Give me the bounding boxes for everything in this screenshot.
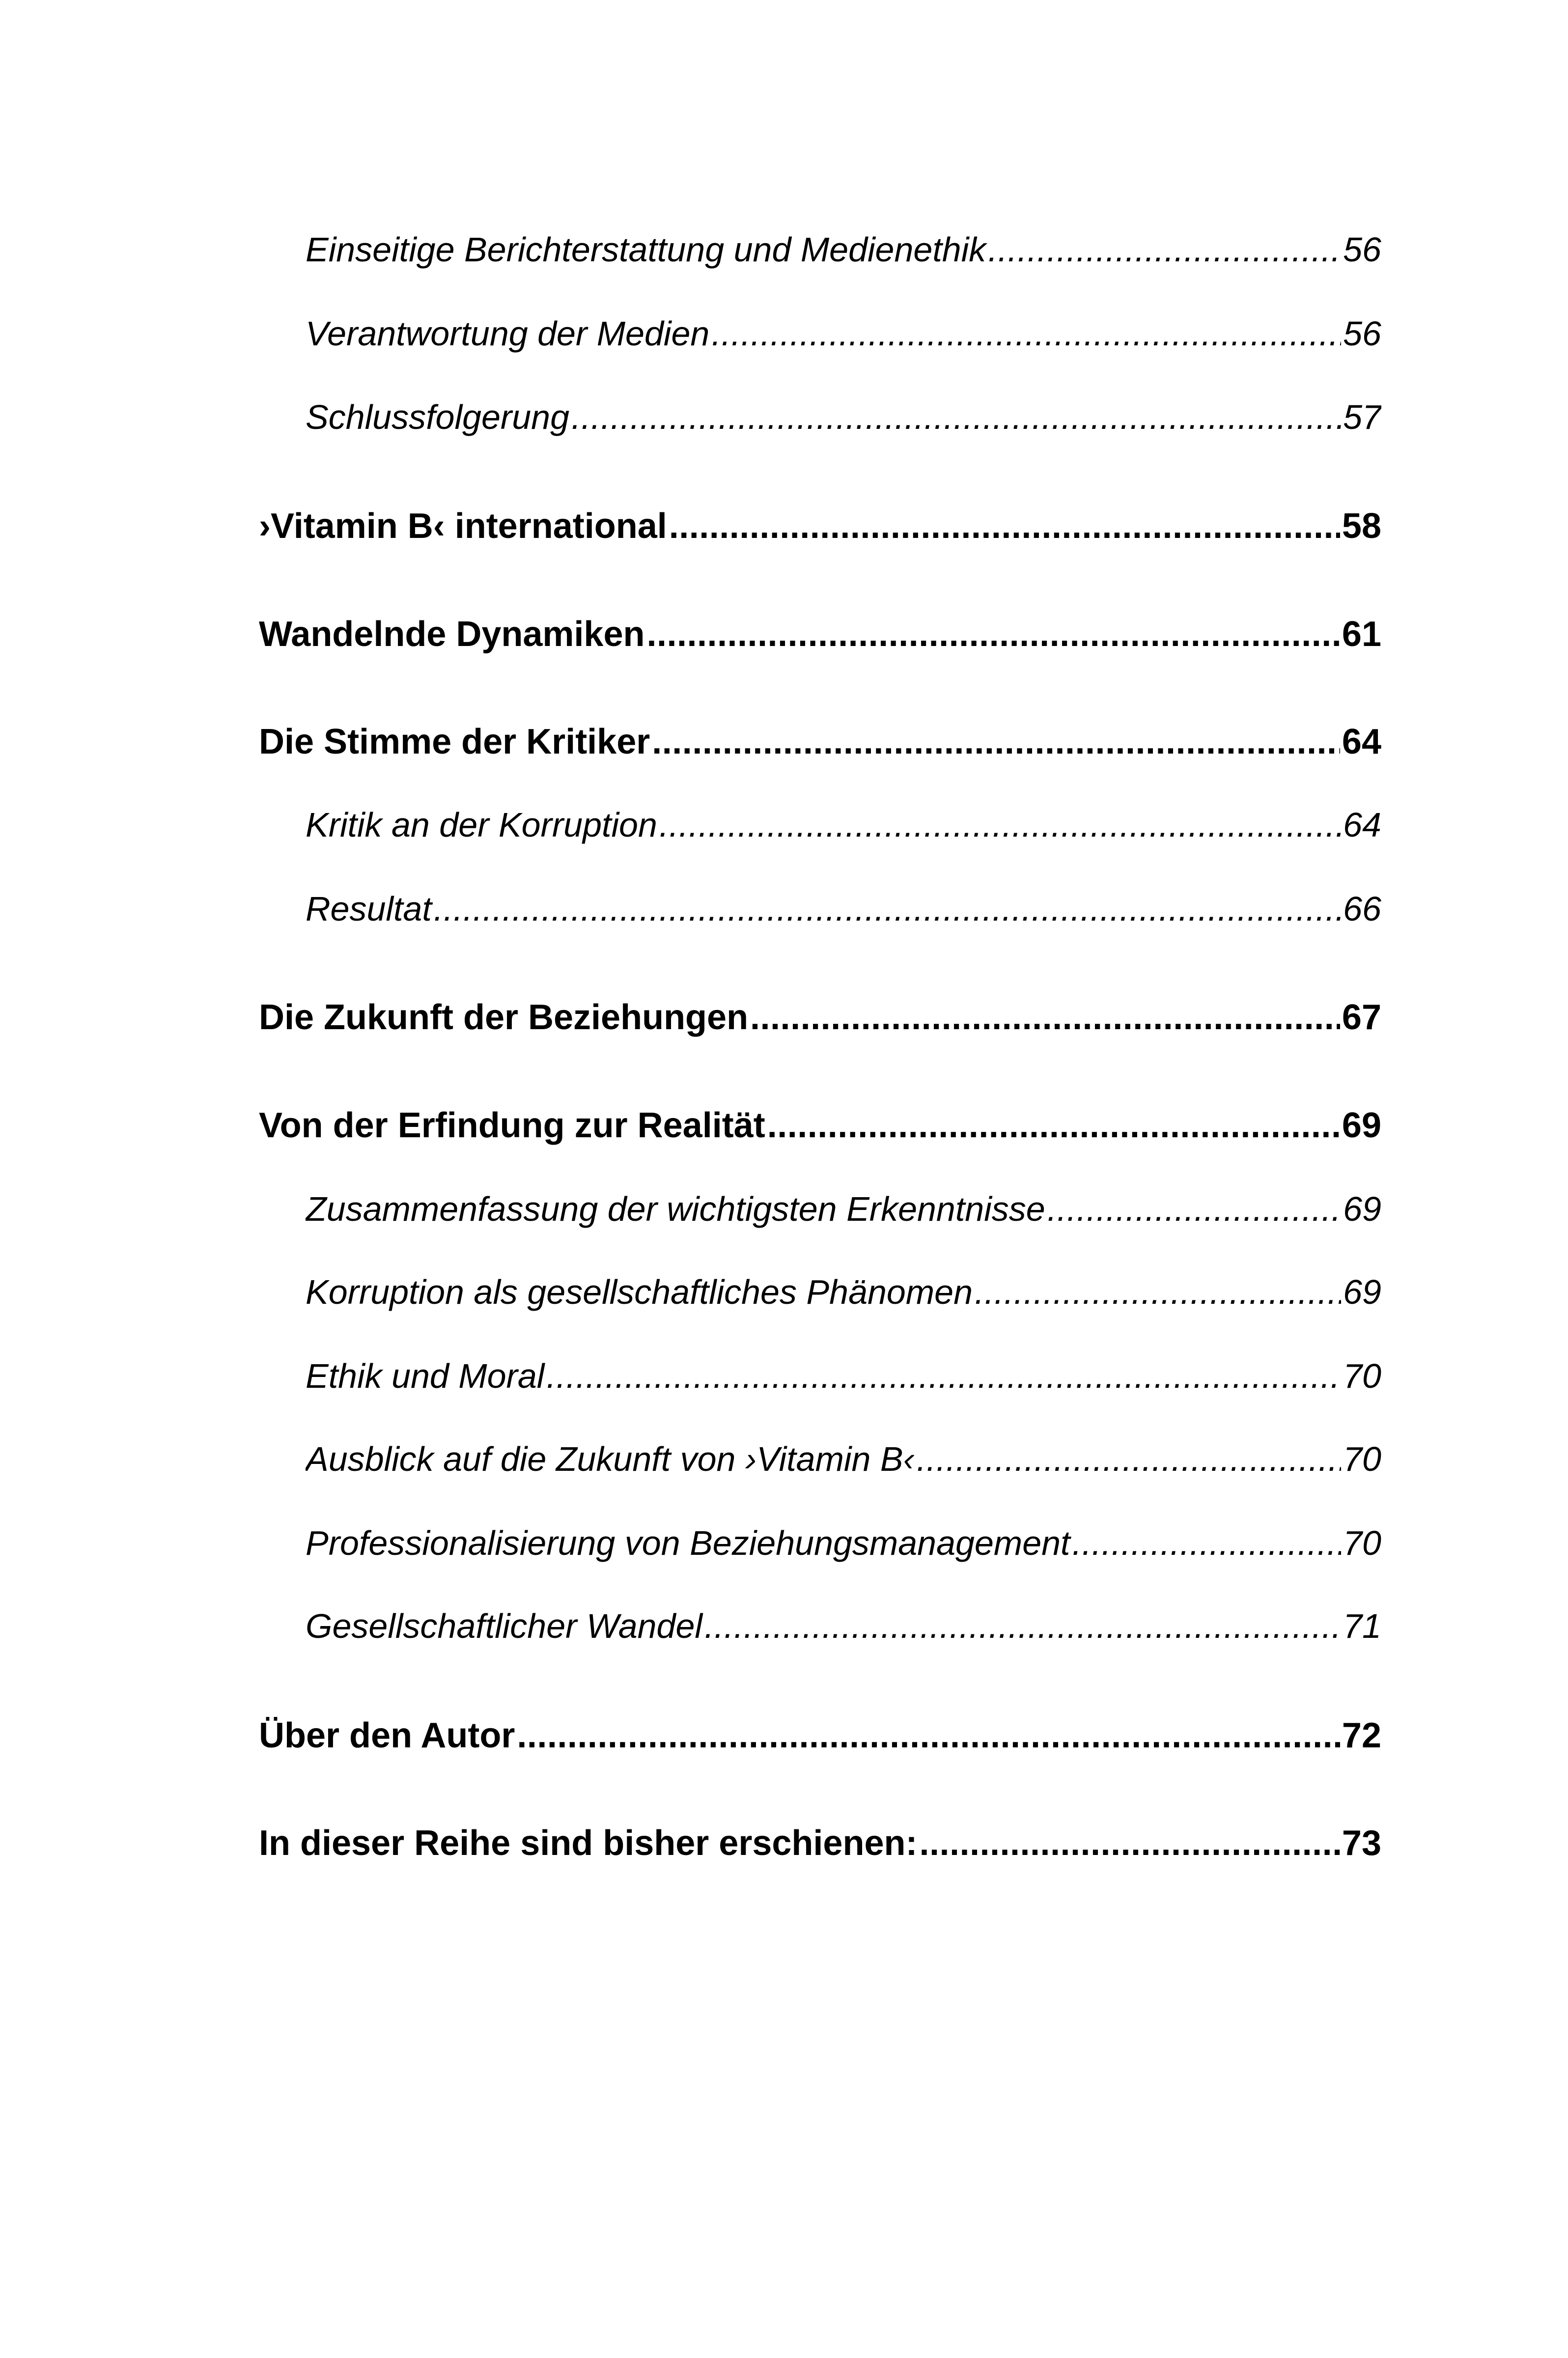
toc-dot-leader (669, 506, 1340, 546)
toc-entry-page: 58 (1342, 506, 1381, 546)
toc-entry[interactable] (306, 230, 1381, 269)
toc-entry-page: 70 (1343, 1440, 1381, 1478)
toc-entry-page: 61 (1342, 615, 1381, 654)
toc-entry-title: Ethik und Moral (306, 1357, 545, 1395)
toc-entry-title: Wandelnde Dynamiken (259, 615, 645, 654)
toc-dot-leader (434, 889, 1341, 928)
toc-dot-leader (1047, 1189, 1341, 1229)
toc-entry[interactable] (306, 1439, 1381, 1479)
toc-entry[interactable] (306, 1606, 1381, 1646)
toc-entry[interactable] (306, 1272, 1381, 1312)
toc-entry-page: 67 (1342, 998, 1381, 1037)
toc-entry-title: Zusammenfassung der wichtigsten Erkenntnisse (306, 1190, 1045, 1228)
toc-entry-title: Gesellschaftlicher Wandel (306, 1607, 702, 1645)
toc-dot-leader (652, 722, 1340, 762)
toc-entry-title: Die Zukunft der Beziehungen (259, 998, 749, 1037)
toc-entry-page: 69 (1343, 1273, 1381, 1311)
toc-entry-page: 69 (1342, 1106, 1381, 1145)
toc-entry-title: Verantwortung der Medien (306, 314, 710, 353)
toc-entry[interactable] (259, 506, 1381, 546)
toc-entry-title: Die Stimme der Kritiker (259, 722, 650, 761)
toc-entry[interactable] (259, 1823, 1381, 1863)
toc-entry-page: 69 (1343, 1190, 1381, 1228)
toc-entry-page: 71 (1343, 1607, 1381, 1645)
toc-dot-leader (917, 1439, 1341, 1479)
toc-entry-title: Schlussfolgerung (306, 398, 569, 436)
toc-entry[interactable] (306, 805, 1381, 844)
toc-entry-page: 72 (1342, 1716, 1381, 1755)
toc-entry[interactable] (306, 889, 1381, 928)
toc-dot-leader (571, 397, 1341, 437)
toc-entry-title: Kritik an der Korruption (306, 806, 657, 844)
toc-entry-title: Einseitige Berichterstattung und Medienethik (306, 230, 986, 269)
toc-entry-page: 70 (1343, 1524, 1381, 1562)
toc-entry[interactable] (259, 722, 1381, 762)
toc-entry-page: 64 (1343, 806, 1381, 844)
toc-entry-title: ›Vitamin B‹ international (259, 506, 667, 546)
toc-entry-title: Professionalisierung von Beziehungsmanagement (306, 1524, 1070, 1562)
toc-dot-leader (546, 1356, 1341, 1396)
toc-entry-title: Über den Autor (259, 1716, 515, 1755)
toc-dot-leader (1072, 1523, 1342, 1563)
toc-entry[interactable] (259, 1715, 1381, 1756)
toc-entry-title: Korruption als gesellschaftliches Phänomen (306, 1273, 973, 1311)
toc-dot-leader (988, 230, 1341, 269)
toc-dot-leader (517, 1715, 1340, 1756)
toc-dot-leader (750, 997, 1340, 1038)
toc-entry-title: Ausblick auf die Zukunft von ›Vitamin B‹ (306, 1440, 915, 1478)
toc-entry[interactable] (306, 1356, 1381, 1396)
toc-entry-page: 56 (1343, 314, 1381, 353)
toc-dot-leader (975, 1272, 1341, 1312)
toc-entry-page: 70 (1343, 1357, 1381, 1395)
toc-entry-page: 57 (1343, 398, 1381, 436)
toc-dot-leader (647, 614, 1340, 654)
toc-entry-title: Resultat (306, 890, 432, 928)
toc-entry[interactable] (306, 1189, 1381, 1229)
toc-entry[interactable] (306, 314, 1381, 353)
toc-entry[interactable] (306, 1523, 1381, 1563)
toc-dot-leader (919, 1823, 1340, 1863)
toc-entry[interactable] (259, 614, 1381, 654)
toc-entry-title: Von der Erfindung zur Realität (259, 1106, 765, 1145)
toc-dot-leader (767, 1105, 1340, 1146)
toc-entry-page: 64 (1342, 722, 1381, 761)
toc-entry-title: In dieser Reihe sind bisher erschienen: (259, 1824, 918, 1863)
toc-entry-page: 73 (1342, 1824, 1381, 1863)
toc-entry[interactable] (259, 1105, 1381, 1146)
toc-entry[interactable] (306, 397, 1381, 437)
toc-dot-leader (704, 1606, 1341, 1646)
toc-dot-leader (659, 805, 1341, 844)
toc-entry-page: 66 (1343, 890, 1381, 928)
toc-entry-page: 56 (1343, 230, 1381, 269)
toc-dot-leader (711, 314, 1341, 353)
toc-entry[interactable] (259, 997, 1381, 1038)
